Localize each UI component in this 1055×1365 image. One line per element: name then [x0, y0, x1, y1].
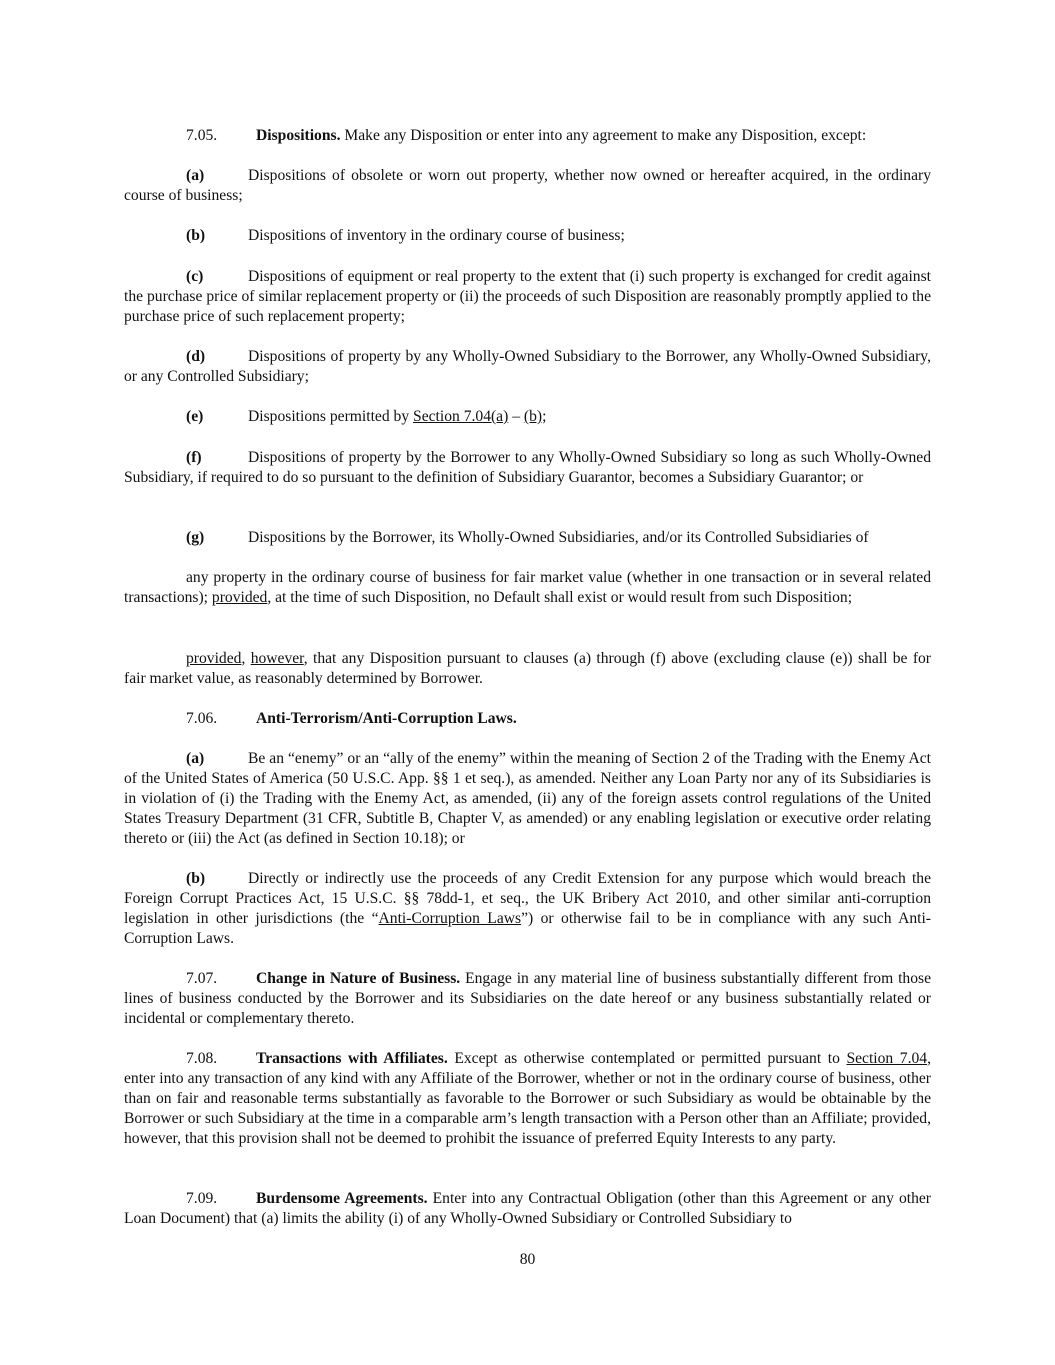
clause-7-05-e: (e) Dispositions permitted by Section 7.04(a) – (b); — [186, 408, 547, 425]
clause-7-06-b: (b) Directly or indirectly use the proceeds of any Credit Extension for any purpose which would breach the Foreign Corrupt Practices Act, 15 U.S.C. §§ 78dd-1, et seq., the UK Bribery Act 2010, and other similar anti-corruption legislation in other jurisdictions (the “Anti-Corruption Laws”) or otherwise fail to be in compliance with any such Anti-Corruption Laws. — [124, 870, 931, 947]
section-title: Change in Nature of Business. — [256, 970, 461, 987]
section-7-08: 7.08. Transactions with Affiliates. Except as otherwise contemplated or permitted pursuant to Section 7.04, enter into any transaction of any kind with any Affiliate of the Borrower, whether or not in the ordinary course of business, other than on fair and reasonable terms substantially as favorable to the Borrower or such Subsidiary as would be obtainable by the Borrower or such Subsidiary at the time in a comparable arm’s length transaction with a Person other than an Affiliate; provided, however, that this provision shall not be deemed to prohibit the issuance of preferred Equity Interests to any party. — [124, 1050, 931, 1147]
section-title: Dispositions. — [256, 127, 341, 144]
section-title: Anti-Terrorism/Anti-Corruption Laws. — [256, 710, 517, 727]
clause-7-05-a: (a) Dispositions of obsolete or worn out property, whether now owned or hereafter acquired, in the ordinary course of business; — [124, 167, 931, 204]
section-title: Burdensome Agreements. — [256, 1190, 428, 1207]
clause-label: (b) — [186, 870, 206, 887]
clause-label: (a) — [186, 750, 205, 767]
section-reference-link: Section 7.04(a) — [413, 408, 509, 425]
section-reference-link: (b) — [523, 408, 543, 425]
clause-7-05-b: (b) Dispositions of inventory in the ordinary course of business; — [186, 227, 625, 244]
clause-label: (f) — [186, 449, 202, 466]
clause-label: (d) — [186, 348, 206, 365]
section-7-05-proviso: provided, however, that any Disposition pursuant to clauses (a) through (f) above (excluding clause (e)) shall be for fair market value, as reasonably determined by Borrower. — [124, 650, 932, 687]
clause-7-05-d: (d) Dispositions of property by any Wholly-Owned Subsidiary to the Borrower, any Wholly-Owned Subsidiary, or any Controlled Subsidiary; — [124, 348, 931, 385]
section-number: 7.07. — [186, 970, 218, 987]
section-7-07: 7.07. Change in Nature of Business. Engage in any material line of business substantially different from those lines of business conducted by the Borrower and its Subsidiaries on the date hereof or any business substantially related or incidental or complementary thereto. — [124, 970, 931, 1027]
section-number: 7.06. — [186, 710, 218, 727]
section-number: 7.09. — [186, 1190, 218, 1207]
clause-7-05-g: (g) Dispositions by the Borrower, its Wholly-Owned Subsidiaries, and/or its Controlled Subsidiaries of — [186, 529, 869, 546]
section-title: Transactions with Affiliates. — [256, 1050, 448, 1067]
clause-label: (b) — [186, 227, 206, 244]
clause-label: (a) — [186, 167, 205, 184]
clause-label: (c) — [186, 268, 204, 285]
defined-term: Anti-Corruption Laws — [378, 910, 522, 927]
section-reference-link: Section 7.04 — [846, 1050, 928, 1067]
section-7-06-heading — [124, 709, 931, 729]
clause-7-05-f: (f) Dispositions of property by the Borrower to any Wholly-Owned Subsidiary so long as such Wholly-Owned Subsidiary, if required to do so pursuant to the definition of Subsidiary Guarantor, becomes a Subsidiary Guarantor; or — [124, 449, 931, 486]
clause-label: (e) — [186, 408, 204, 425]
section-number: 7.08. — [186, 1050, 218, 1067]
clause-7-06-a: (a) Be an “enemy” or an “ally of the enemy” within the meaning of Section 2 of the Trading with the Enemy Act of the United States of America (50 U.S.C. App. §§ 1 et seq.), as amended. Neither any Loan Party nor any of its Subsidiaries is in violation of (i) the Trading with the Enemy Act, as amended, (ii) any of the foreign assets control regulations of the United States Treasury Department (31 CFR, Subtitle B, Chapter V, as amended) or any enabling legislation or executive order relating thereto or (iii) the Act (as defined in Section 10.18); or — [124, 750, 931, 847]
clause-7-05-c: (c) Dispositions of equipment or real property to the extent that (i) such property is exchanged for credit against the purchase price of similar replacement property or (ii) the proceeds of such Disposition are reasonably promptly applied to the purchase price of such replacement property; — [124, 268, 931, 325]
section-7-05-heading: 7.05. Dispositions. Make any Disposition or enter into any agreement to make any Disposition, except: — [186, 127, 867, 144]
section-number: 7.05. — [186, 127, 218, 144]
page-number: 80 — [519, 1251, 536, 1268]
clause-7-05-g-continuation: any property in the ordinary course of business for fair market value (whether in one transaction or in several related transactions); provided, at the time of such Disposition, no Default shall exist or would result from such Disposition; — [124, 569, 931, 606]
clause-label: (g) — [186, 529, 205, 546]
section-7-09: 7.09. Burdensome Agreements. Enter into any Contractual Obligation (other than this Agreement or any other Loan Document) that (a) limits the ability (i) of any Wholly-Owned Subsidiary or Controlled Subsidiary to — [124, 1190, 932, 1227]
